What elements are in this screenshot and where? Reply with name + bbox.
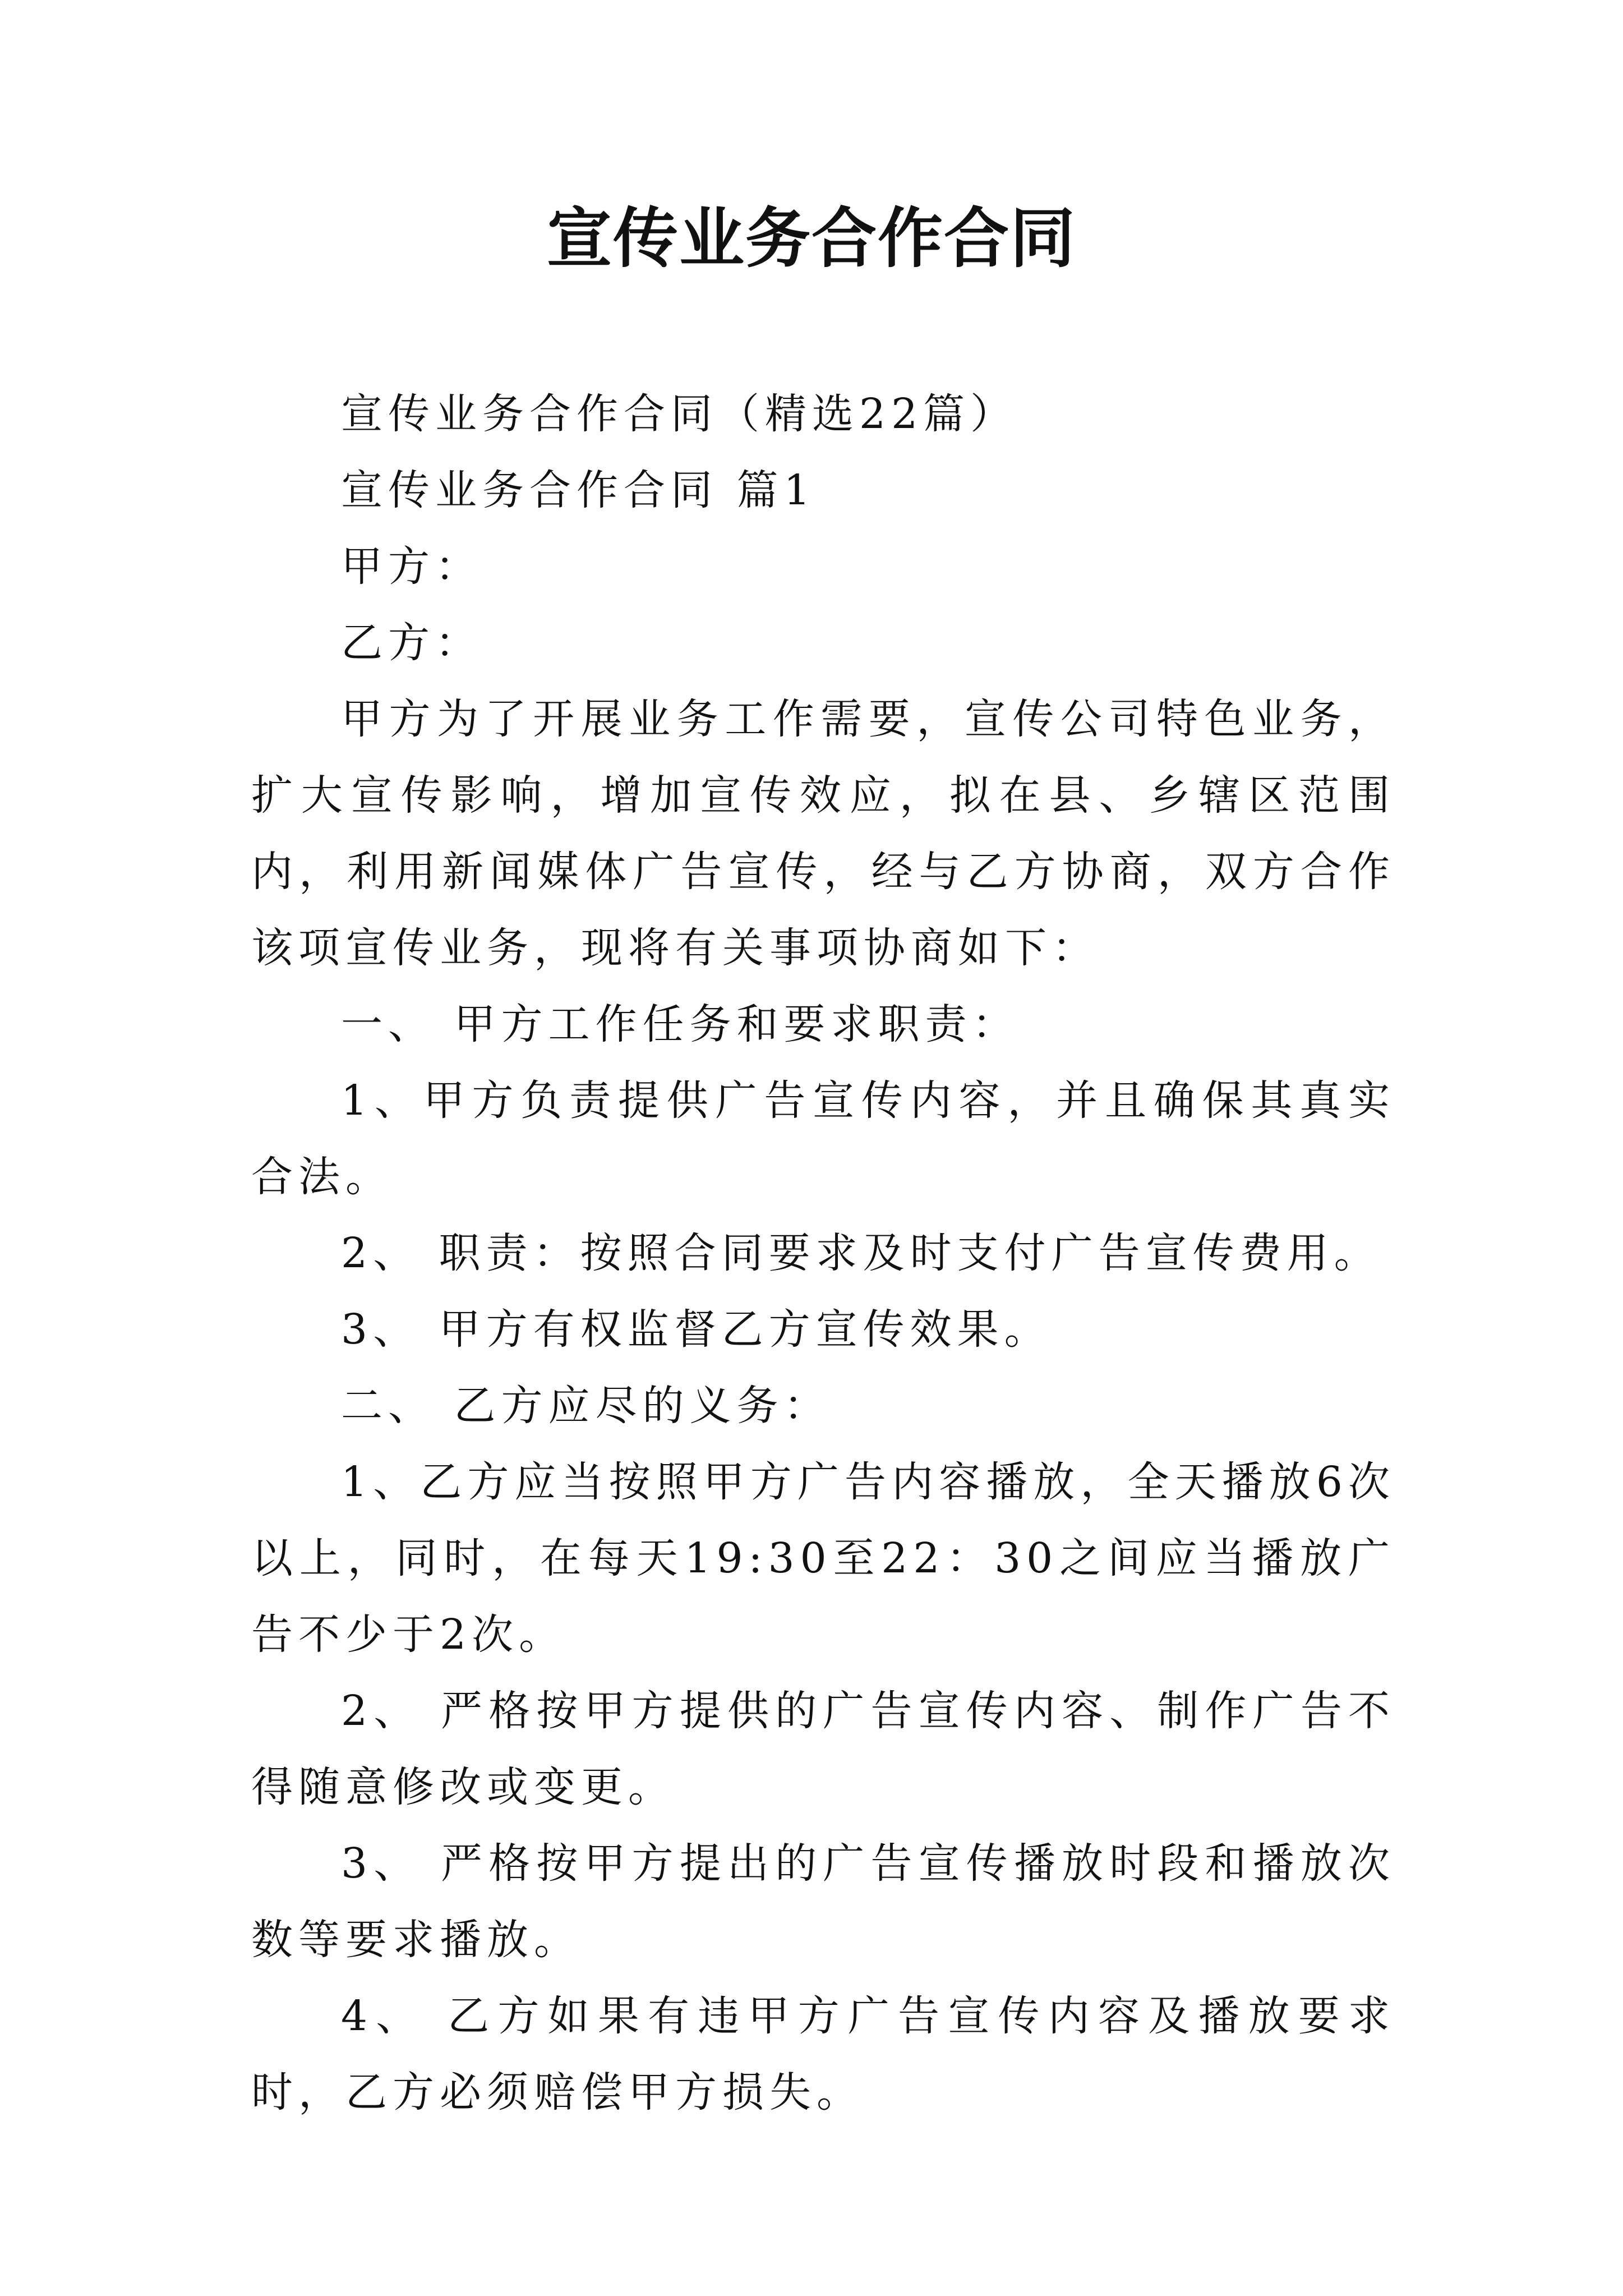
paragraph-party-b: 乙方： [341, 619, 482, 667]
paragraph-party-a: 甲方： [341, 542, 482, 591]
paragraph-clause-2-2: 2、 严格按甲方提供的广告宣传内容、制作广告不得随意修改或变更。 [251, 1687, 1395, 1811]
paragraph-clause-1-3: 3、 甲方有权监督乙方宣传效果。 [341, 1305, 1052, 1354]
paragraph-clause-1-heading: 一、 甲方工作任务和要求职责： [341, 1000, 1020, 1048]
paragraph-clause-2-1: 1、乙方应当按照甲方广告内容播放，全天播放6次以上，同时，在每天19:30至22：30之间应当播放广告不少于2次。 [251, 1458, 1395, 1659]
paragraph-clause-1-1: 1、甲方负责提供广告宣传内容，并且确保其真实合法。 [251, 1076, 1395, 1201]
paragraph-intro: 甲方为了开展业务工作需要，宣传公司特色业务，扩大宣传影响，增加宣传效应，拟在县、乡辖区范围内，利用新闻媒体广告宣传，经与乙方协商，双方合作该项宣传业务，现将有关事项协商如下： [251, 695, 1395, 972]
document-title: 宣传业务合作合同 [547, 200, 1076, 277]
paragraph-clause-2-heading: 二、 乙方应尽的义务： [341, 1382, 831, 1430]
paragraph-section-heading: 宣传业务合作合同 篇1 [341, 466, 816, 514]
paragraph-clause-2-4: 4、 乙方如果有违甲方广告宣传内容及播放要求时，乙方必须赔偿甲方损失。 [251, 1992, 1395, 2116]
document-body [251, 376, 1395, 2131]
paragraph-clause-2-3: 3、 严格按甲方提出的广告宣传播放时段和播放次数等要求播放。 [251, 1839, 1395, 1964]
paragraph-subtitle: 宣传业务合作合同（精选22篇） [341, 390, 1018, 438]
paragraph-clause-1-2: 2、 职责：按照合同要求及时支付广告宣传费用。 [341, 1229, 1381, 1277]
